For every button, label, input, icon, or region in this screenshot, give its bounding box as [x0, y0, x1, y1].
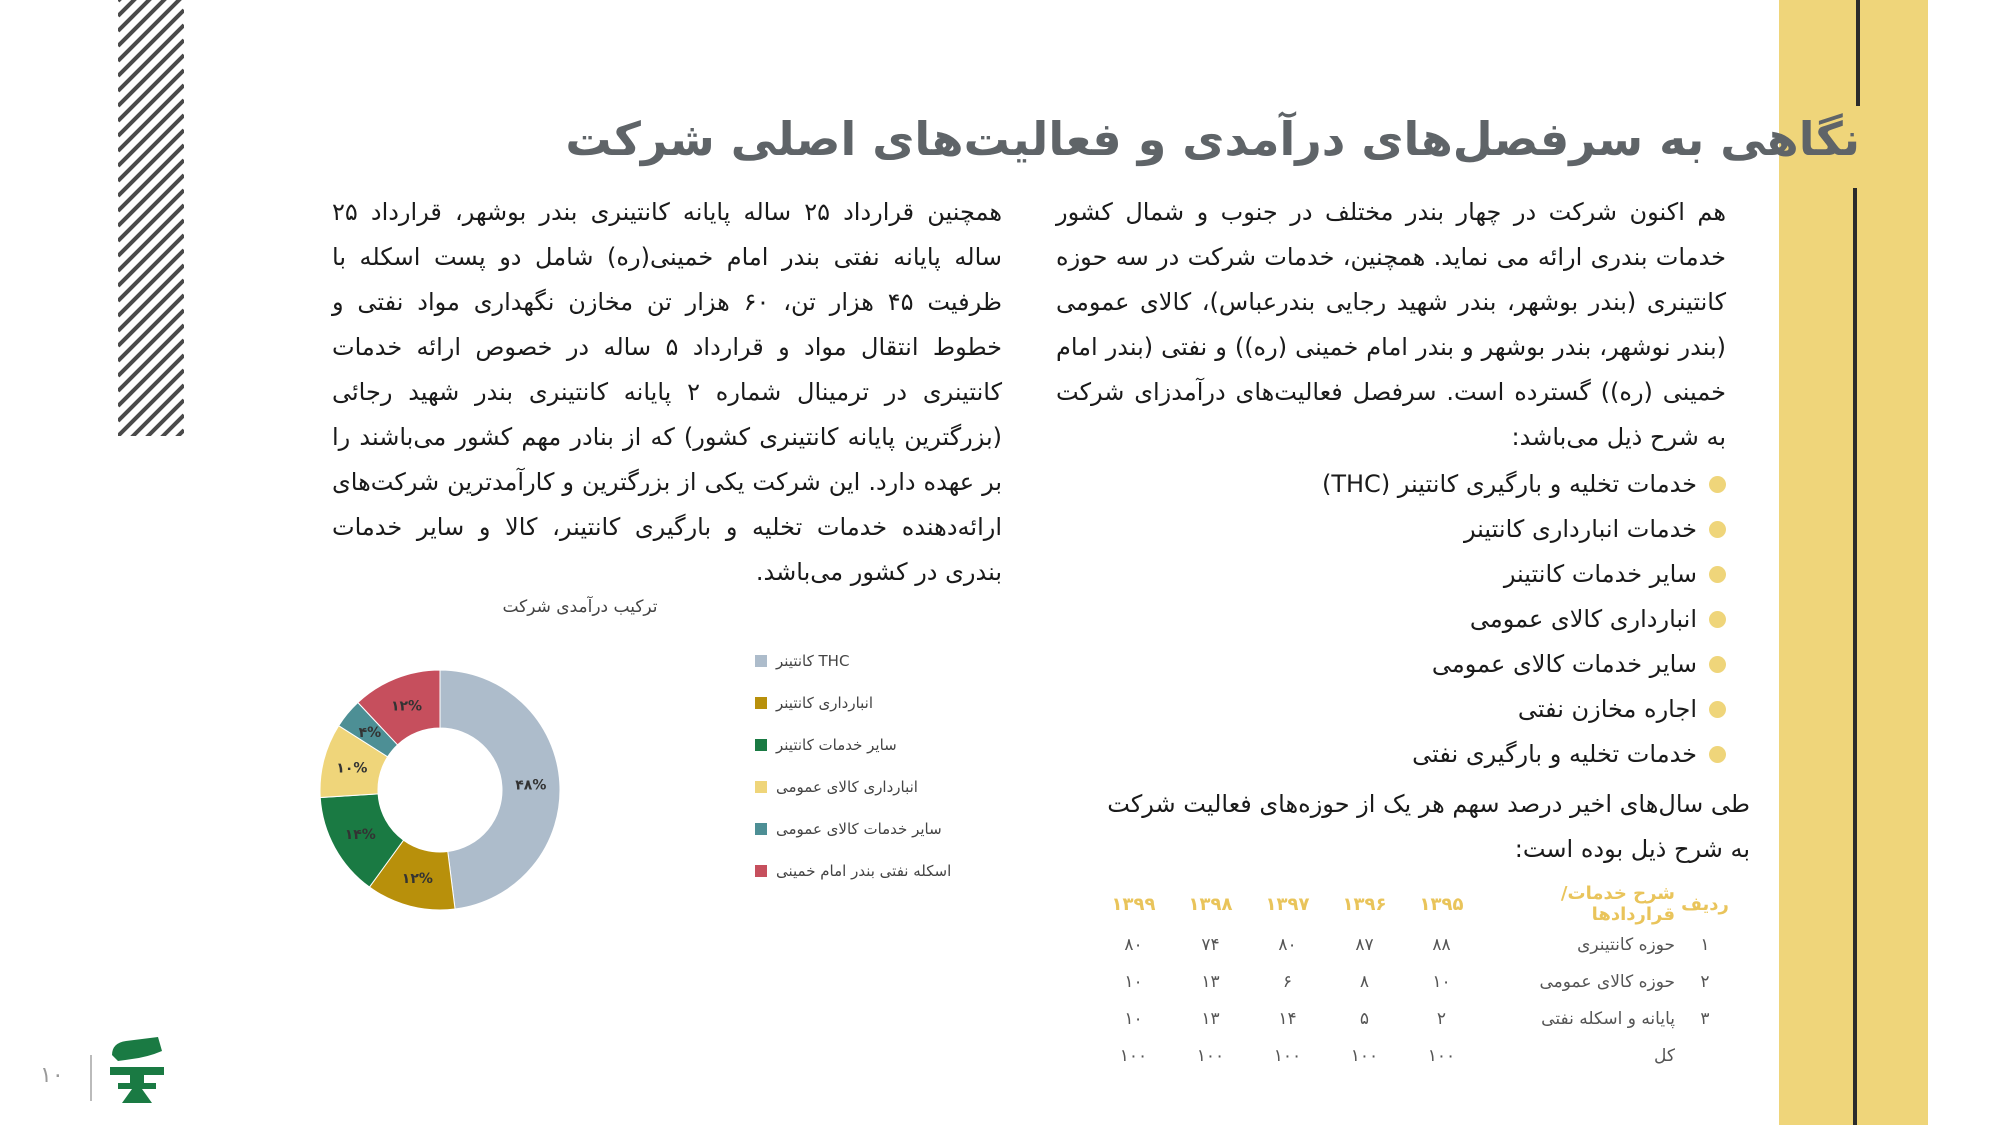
- company-logo-icon: [108, 1037, 166, 1109]
- bullet-icon: [1709, 656, 1726, 673]
- service-item: انبارداری کالای عمومی: [1166, 597, 1726, 642]
- table-cell: ۲: [1700, 971, 1710, 992]
- table-cell: ۳: [1700, 1008, 1710, 1029]
- table-cell: ۱۰۰: [1427, 1045, 1456, 1066]
- slice-label: ۱۲%: [401, 871, 433, 888]
- legend-swatch: [755, 655, 767, 667]
- service-item: خدمات تخلیه و بارگیری کانتینر (THC): [1166, 462, 1726, 507]
- legend-label: انبارداری کانتینر: [776, 694, 874, 712]
- table-cell: ۱۰: [1124, 1008, 1143, 1029]
- table-cell: حوزه کالای عمومی: [1539, 971, 1675, 992]
- legend-label: انبارداری کالای عمومی: [776, 778, 918, 796]
- service-item: اجاره مخازن نفتی: [1166, 687, 1726, 732]
- table-row: [1095, 926, 1735, 963]
- slice-label: ۱۰%: [336, 760, 368, 777]
- header-year: ۱۳۹۵: [1419, 893, 1464, 915]
- legend-item: [755, 766, 1015, 808]
- vertical-rule-top: [1856, 0, 1860, 106]
- service-item: خدمات تخلیه و بارگیری نفتی: [1166, 732, 1726, 777]
- table-cell: ۱۰۰: [1273, 1045, 1302, 1066]
- table-cell: ۸۸: [1432, 934, 1451, 955]
- diagonal-hatch-decoration: [118, 0, 184, 436]
- header-description: شرح خدمات/قراردادها: [1560, 883, 1675, 925]
- table-cell: ۱۴: [1278, 1008, 1297, 1029]
- table-cell: ۱۰۰: [1350, 1045, 1379, 1066]
- footer-divider: [90, 1055, 92, 1101]
- table-cell: ۸۰: [1124, 934, 1143, 955]
- legend-item: [755, 850, 1015, 892]
- revenue-share-table: [1095, 882, 1735, 1074]
- table-total-row: [1095, 1037, 1735, 1074]
- table-cell: پایانه و اسکله نفتی: [1541, 1008, 1675, 1029]
- table-row: [1095, 1000, 1735, 1037]
- legend-swatch: [755, 739, 767, 751]
- table-cell: ۱۰۰: [1119, 1045, 1148, 1066]
- table-cell: ۷۴: [1201, 934, 1220, 955]
- table-cell: ۶: [1282, 971, 1293, 992]
- page-number: ۱۰: [40, 1063, 64, 1088]
- header-year: ۱۳۹۶: [1342, 893, 1387, 915]
- legend-item: [755, 724, 1015, 766]
- legend-swatch: [755, 697, 767, 709]
- legend-label: سایر خدمات کانتینر: [776, 736, 897, 754]
- legend-item: [755, 682, 1015, 724]
- legend-label: اسکله نفتی بندر امام خمینی: [776, 862, 952, 880]
- header-year: ۱۳۹۸: [1188, 893, 1233, 915]
- bullet-icon: [1709, 746, 1726, 763]
- legend-label: THC کانتینر: [776, 652, 850, 670]
- table-cell: ۸: [1359, 971, 1370, 992]
- bullet-icon: [1709, 521, 1726, 538]
- legend-label: سایر خدمات کالای عمومی: [776, 820, 942, 838]
- slice-label: ۱۴%: [344, 826, 376, 843]
- intro-paragraph: هم اکنون شرکت در چهار بندر مختلف در جنوب و شمال کشور خدمات بندری ارائه می نماید. همچنین، خدمات شرکت در سه حوزه کانتینری (بندر بوشهر، بندر شهید رجایی بندرعباس)، کالای عمومی (بندر نوشهر، بندر بوشهر و بندر امام خمینی (ره)) و نفتی (بندر امام خمینی (ره)) گسترده است. سرفصل فعالیت‌های درآمدزای شرکت به شرح ذیل می‌باشد:: [1056, 198, 1726, 451]
- table-cell: ۱۰۰: [1196, 1045, 1225, 1066]
- table-cell: ۱: [1700, 934, 1710, 955]
- header-year: ۱۳۹۹: [1111, 893, 1156, 915]
- table-header-row: [1095, 882, 1735, 926]
- revenue-donut-chart: [300, 650, 580, 930]
- table-cell: ۱۳: [1201, 971, 1220, 992]
- bullet-icon: [1709, 611, 1726, 628]
- header-year: ۱۳۹۷: [1265, 893, 1310, 915]
- table-cell: ۱۳: [1201, 1008, 1220, 1029]
- slice-label: ۴۸%: [515, 777, 547, 794]
- legend-item: [755, 808, 1015, 850]
- service-item: سایر خدمات کالای عمومی: [1166, 642, 1726, 687]
- bullet-icon: [1709, 476, 1726, 493]
- bullet-icon: [1709, 701, 1726, 718]
- legend-item: [755, 640, 1015, 682]
- table-cell: ۱۰: [1124, 971, 1143, 992]
- table-cell: ۸۷: [1355, 934, 1374, 955]
- page-title: نگاهی به سرفصل‌های درآمدی و فعالیت‌های اصلی شرکت: [565, 112, 1860, 166]
- slice-label: ۱۲%: [390, 698, 423, 715]
- service-item: سایر خدمات کانتینر: [1166, 552, 1726, 597]
- service-item: خدمات انبارداری کانتینر: [1166, 507, 1726, 552]
- table-cell: [1675, 1037, 1735, 1074]
- chart-title: ترکیب درآمدی شرکت: [502, 597, 658, 617]
- table-intro-text: طی سال‌های اخیر درصد سهم هر یک از حوزه‌های فعالیت شرکت به شرح ذیل بوده است:: [1107, 790, 1750, 863]
- table-cell: کل: [1654, 1045, 1675, 1066]
- chart-legend: [755, 640, 1015, 892]
- header-row-number: ردیف: [1681, 893, 1729, 915]
- legend-swatch: [755, 823, 767, 835]
- table-cell: حوزه کانتینری: [1577, 934, 1675, 955]
- table-cell: ۱۰: [1432, 971, 1451, 992]
- legend-swatch: [755, 781, 767, 793]
- table-row: [1095, 963, 1735, 1000]
- vertical-rule-bottom: [1853, 188, 1857, 1125]
- contracts-paragraph: همچنین قرارداد ۲۵ ساله پایانه کانتینری بندر بوشهر، قرارداد ۲۵ ساله پایانه نفتی بندر امام خمینی(ره) شامل دو پست اسکله با ظرفیت ۴۵ هزار تن، ۶۰ هزار تن مخازن نگهداری مواد نفتی و خطوط انتقال مواد و قرارداد ۵ ساله در خصوص ارائه خدمات کانتینری در ترمینال شماره ۲ پایانه کانتینری بندر شهید رجائی (بزرگترین پایانه کانتینری کشور) که از بنادر مهم کشور می‌باشند را بر عهده دارد. این شرکت یکی از بزرگترین و کارآمدترین شرکت‌های ارائه‌دهنده خدمات تخلیه و بارگیری کانتینر، کالا و سایر خدمات بندری در کشور می‌باشد.: [332, 198, 1003, 586]
- table-cell: ۸۰: [1278, 934, 1297, 955]
- bullet-icon: [1709, 566, 1726, 583]
- services-list: [1166, 462, 1726, 777]
- slice-label: ۴%: [358, 724, 382, 741]
- legend-swatch: [755, 865, 767, 877]
- table-cell: ۵: [1359, 1008, 1370, 1029]
- table-cell: ۲: [1436, 1008, 1447, 1029]
